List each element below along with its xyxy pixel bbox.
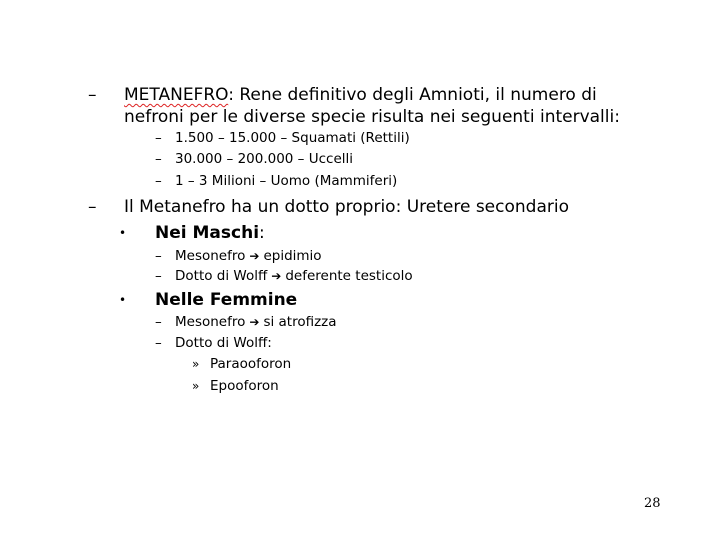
sub-dash: – (155, 268, 162, 284)
interval-squamati: 1.500 – 15.000 – Squamati (Rettili) (175, 130, 410, 146)
males-colon: : (259, 223, 265, 243)
interval-uccelli: 30.000 – 200.000 – Uccelli (175, 151, 354, 167)
males-wolff-row (175, 266, 413, 286)
source-text: Dotto di Wolff (175, 268, 268, 284)
page-number: 28 (644, 496, 661, 511)
arrow-right-icon: ➔ (271, 269, 282, 283)
subsub-marker: » (192, 357, 200, 371)
females-mesonefro-row (175, 312, 337, 332)
metanefro-term: METANEFRO (124, 85, 229, 105)
males-mesonefro-row (175, 246, 322, 266)
sub-dash: – (155, 151, 162, 167)
bullet-dot: • (119, 226, 127, 240)
males-heading (155, 222, 265, 244)
metanefro-line-1 (124, 84, 597, 106)
metanefro-definition: : Rene definitivo degli Amnioti, il numero di (228, 85, 597, 105)
females-label: Nelle Femmine (155, 290, 298, 310)
target-text: epidimio (263, 248, 322, 264)
males-label: Nei Maschi (155, 223, 260, 243)
bullet-dot: • (119, 293, 127, 307)
arrow-right-icon: ➔ (249, 249, 260, 263)
target-text: si atrofizza (263, 314, 337, 330)
sub-dash: – (155, 314, 162, 330)
target-text: deferente testicolo (285, 268, 413, 284)
dotto-proprio-text: Il Metanefro ha un dotto proprio: Uretere secondario (124, 197, 569, 217)
arrow-right-icon: ➔ (249, 315, 260, 329)
bullet-dash: – (88, 197, 97, 217)
source-text: Mesonefro (175, 248, 246, 264)
epooforon-text: Epooforon (210, 378, 279, 394)
metanefro-line-2: nefroni per le diverse specie risulta nei seguenti intervalli: (124, 107, 620, 127)
sub-dash: – (155, 335, 162, 351)
subsub-marker: » (192, 379, 200, 393)
bullet-dash: – (88, 85, 97, 105)
females-wolff-row: Dotto di Wolff: (175, 335, 272, 351)
interval-uomo: 1 – 3 Milioni – Uomo (Mammiferi) (175, 173, 398, 189)
paraooforon-text: Paraooforon (210, 356, 292, 372)
source-text: Mesonefro (175, 314, 246, 330)
sub-dash: – (155, 248, 162, 264)
sub-dash: – (155, 130, 162, 146)
sub-dash: – (155, 173, 162, 189)
